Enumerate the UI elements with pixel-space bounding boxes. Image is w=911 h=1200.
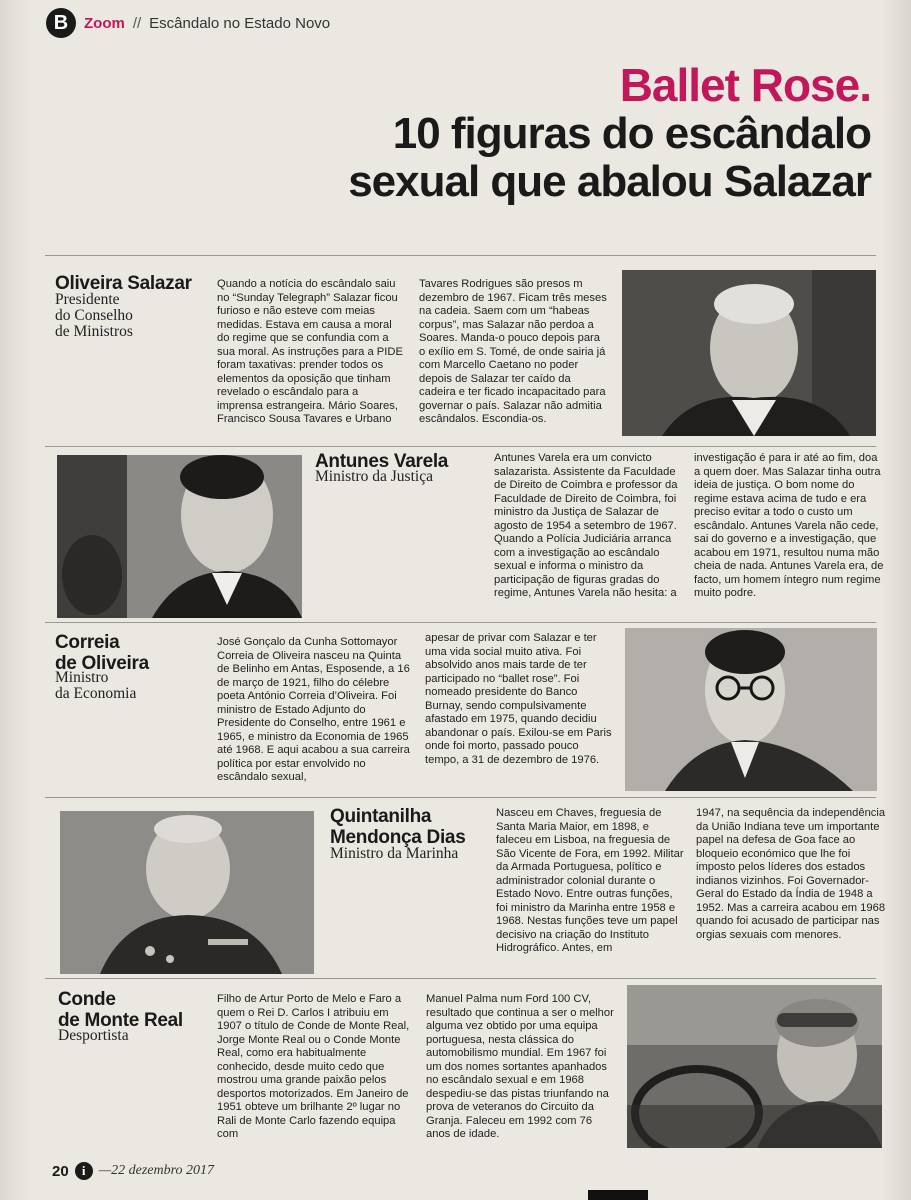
role-line: Ministro (55, 669, 109, 686)
newspaper-logo: i (75, 1162, 93, 1180)
name-line: Conde (58, 989, 116, 1010)
figure-name: Oliveira Salazar (55, 273, 192, 294)
article-column: Tavares Rodrigues são presos m dezembro de 1967. Ficam três meses na cadeia. Saem com um “habeas corpus”, mas Salazar não perdoa a Soares. Manda-o pouco depois para o exílio em S. Tomé, de onde sairia já com Marcello Caetano no poder depois de Salazar ter caído da cadeira e ter ficado incapacitado para governar o país. Salazar não admitia escândalos. Escondia-os. (419, 278, 607, 425)
article-column: Nasceu em Chaves, freguesia de Santa Maria Maior, em 1898, e faleceu em Lisboa, na freguesia de São Vicente de Fora, em 1992. Militar da Armada Portuguesa, político e administrador colonial durante o Estado Novo. Entre outras funções, foi ministro da Marinha entre 1958 e 1968. Nestas funções teve um papel decisivo na criação do Instituto Hidrográfico. Antes, em (496, 807, 684, 954)
portrait-image (57, 455, 302, 618)
portrait-photo (60, 811, 314, 974)
headline-line-1: Ballet Rose. (619, 59, 871, 111)
section-divider (45, 797, 876, 798)
headline-line-2: 10 figuras do escândalo (392, 109, 871, 158)
figure-role (55, 292, 133, 340)
role-line: Ministro da Justiça (315, 468, 433, 485)
section-topic: Escândalo no Estado Novo (149, 14, 331, 32)
portrait-image (627, 985, 882, 1148)
corner-mark (588, 1190, 648, 1200)
role-line: Presidente (55, 291, 120, 308)
name-line: Mendonça Dias (330, 827, 466, 848)
figure-role (55, 670, 136, 702)
name-line: Correia (55, 632, 120, 653)
article-column: José Gonçalo da Cunha Sottomayor Correia de Oliveira nasceu na Quinta de Belinho em Antas, Esposende, a 16 de março de 1921, filho do célebre poeta António Correia d’Oliveira. Foi ministro de Estado Adjunto do Presidente do Conselho, entre 1961 e 1965, e ministro da Economia de 1965 até 1968. E aqui acabou a sua carreira política por estar envolvido no escândalo sexual, (217, 636, 410, 783)
article-column: apesar de privar com Salazar e ter uma vida social muito ativa. Foi absolvido anos mais tarde de ter participado no “ballet rose”. Foi nomeado presidente do Banco Burnay, sendo compulsivamente afastado em 1975, quando decidiu abandonar o país. Exilou-se em Paris onde foi morto, passado pouco tempo, a 31 de dezembro de 1976. (425, 632, 612, 766)
role-line: de Ministros (55, 323, 133, 340)
section-divider (45, 978, 876, 979)
magazine-logo: B (46, 8, 76, 38)
article-column: Filho de Artur Porto de Melo e Faro a quem o Rei D. Carlos I atribuiu em 1907 o título de Conde de Monte Real, Jorge Monte Real ou o Conde Monte Real, como era habitualmente conhecido, desde muito cedo que mostrou uma grande paixão pelos desportos motorizados. Em Janeiro de 1951 obteve um brilhante 2º lugar no Rali de Monte Carlo fazendo equipa com (217, 993, 410, 1140)
portrait-image (625, 628, 877, 791)
role-line: da Economia (55, 685, 137, 702)
figure-name (55, 632, 149, 674)
portrait-image (60, 811, 314, 974)
section-divider (45, 255, 876, 256)
section-divider (45, 446, 876, 447)
role-line: do Conselho (55, 307, 133, 324)
section-separator: // (132, 14, 142, 32)
article-column: Antunes Varela era um convicto salazarista. Assistente da Faculdade de Direito de Coimbra e professor da Faculdade de Direito de Coimbra, foi ministro da Justiça de Salazar de agosto de 1954 a setembro de 1967. Quando a Polícia Judiciária arranca com a investigação ao escândalo sexual e informa o ministro da participação de figuras gradas do regime, Antunes Varela não hesita: a (494, 452, 678, 599)
headline-line-3: sexual que abalou Salazar (348, 157, 871, 206)
role-line: Desportista (58, 1027, 129, 1044)
name-line: de Oliveira (55, 653, 149, 674)
figure-role (330, 846, 458, 862)
article-column: Quando a notícia do escândalo saiu no “Sunday Telegraph” Salazar ficou furioso e não esteve com meias medidas. Estava em causa a moral do regime que se confundia com a sua moral. As instruções para a PIDE foram taxativas: prender todos os elementos da oposição que tinham revelado o escândalo para a imprensa estrangeira. Mário Soares, Francisco Sousa Tavares e Urbano (217, 278, 403, 425)
page-footer (52, 1162, 214, 1180)
article-column: investigação é para ir até ao fim, doa a quem doer. Mas Salazar tinha outra ideia de justiça. O bom nome do regime estava acima de tudo e era preciso evitar a todo o custo um escândalo. Antunes Varela não cede, sai do governo e a investigação, que acabou em 1971, resultou numa mão cheia de nada. Antunes Varela era, de facto, um homem íntegro num regime muito podre. (694, 452, 884, 599)
article-column: Manuel Palma num Ford 100 CV, resultado que continua a ser o melhor alguma vez obtido por uma equipa portuguesa, nesta clássica do automobilismo mundial. Em 1967 foi um dos nomes sortantes apanhados no escândalo sexual e em 1968 despediu-se das pistas triunfando na prova de veteranos do Circuito da Granja. Faleceu em 1992 com 76 anos de idade. (426, 993, 614, 1140)
article-headline (348, 60, 871, 206)
article-column: 1947, na sequência da independência da União Indiana teve um importante papel na defesa de Goa face ao bloqueio económico que lhe foi imposto pelos líderes dos estados indianos vizinhos. Foi Governador-Geral do Estado da Índia de 1948 a 1952. Mas a carreira acabou em 1968 quando foi acusado de participar nas orgias sexuais com menores. (696, 807, 886, 941)
figure-name (58, 989, 183, 1031)
name-line: de Monte Real (58, 1010, 183, 1031)
issue-date: —22 dezembro 2017 (98, 1163, 215, 1178)
section-label: Zoom (84, 14, 125, 32)
figure-role (315, 469, 433, 485)
portrait-photo (627, 985, 882, 1148)
name-line: Quintanilha (330, 806, 432, 827)
portrait-photo (625, 628, 877, 791)
figure-role (58, 1028, 129, 1044)
figure-name: Antunes Varela (315, 451, 449, 472)
portrait-photo (57, 455, 302, 618)
portrait-image (622, 270, 876, 436)
page-number: 20 (52, 1162, 69, 1180)
page-header (46, 8, 330, 38)
role-line: Ministro da Marinha (330, 845, 459, 862)
portrait-photo (622, 270, 876, 436)
figure-name (330, 806, 465, 848)
section-divider (45, 622, 876, 623)
